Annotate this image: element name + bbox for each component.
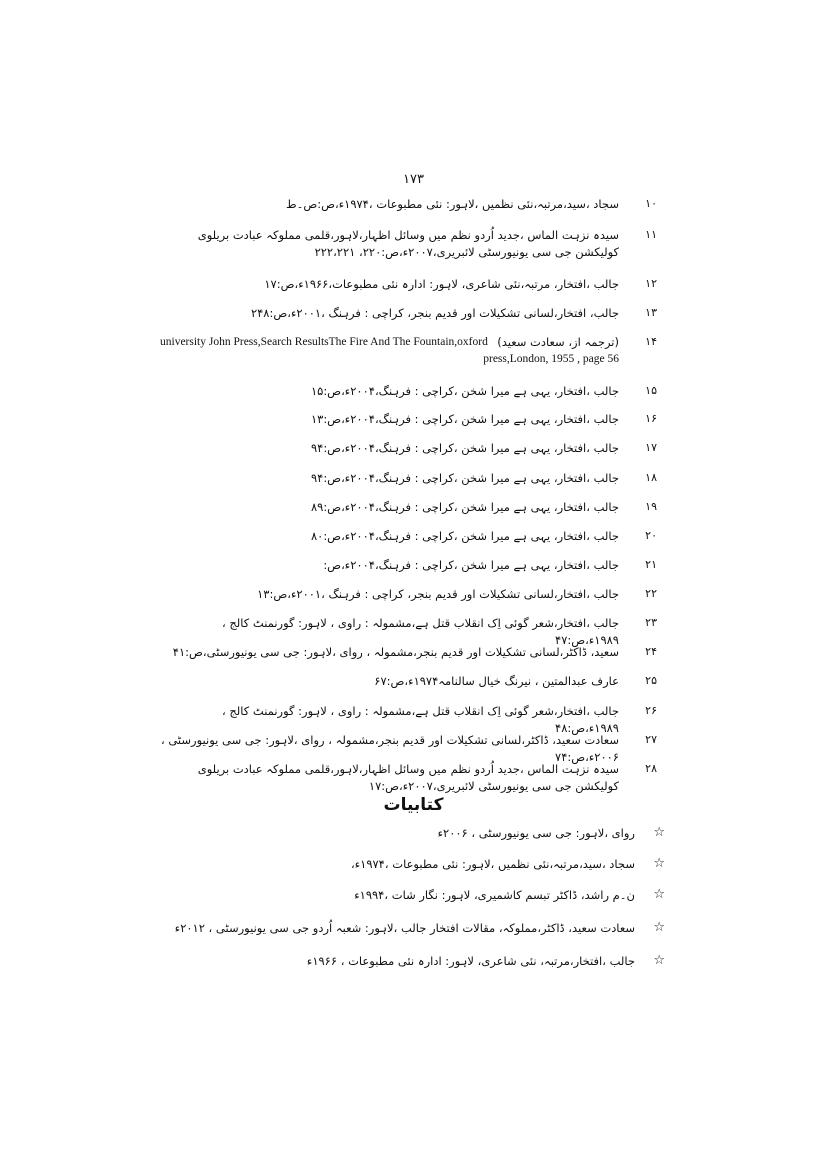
bibliography-item — [160, 887, 665, 903]
reference-number: ۱۳ — [645, 306, 657, 319]
reference-number: ۱۷ — [645, 441, 657, 454]
bibliography-item — [160, 920, 665, 936]
bibliography-item — [160, 825, 665, 841]
bibliography-title: کتابیات — [383, 795, 444, 815]
bibliography-text: ن۔م راشد، ڈاکٹر تبسم کاشمیری، لاہور: نگار شات ،۱۹۹۴ء — [354, 888, 635, 902]
reference-text: جالب ،افتخار،شعر گوئی اِک انقلاب قتل ہے،مشمولہ : راوی ، لاہور: گورنمنٹ کالج ، ۱۹۸۹ء،ص:۴۷ — [222, 616, 619, 647]
star-outline-icon: ☆ — [653, 920, 665, 935]
reference-number: ۲۶ — [645, 704, 657, 717]
bibliography-item — [160, 856, 665, 872]
reference-text: جالب ،افتخار،شعر گوئی اِک انقلاب قتل ہے،مشمولہ : راوی ، لاہور: گورنمنٹ کالج ، ۱۹۸۹ء،ص:۴۸ — [222, 704, 619, 735]
star-outline-icon: ☆ — [653, 953, 665, 968]
reference-item — [160, 196, 657, 213]
reference-item — [160, 305, 657, 322]
reference-number: ۲۱ — [645, 558, 657, 571]
reference-text: جالب ،افتخار، یہی ہے میرا شخن ،کراچی : فرہنگ،۲۰۰۴ء،ص: — [323, 558, 619, 572]
reference-number: ۱۶ — [645, 412, 657, 425]
reference-number: ۱۲ — [645, 277, 657, 290]
reference-text: جالب ،افتخار، مرتبہ،نئی شاعری، لاہور: ادارہ نئی مطبوعات،۱۹۶۶ء،ص:۱۷ — [264, 277, 619, 291]
reference-number: ۲۸ — [645, 762, 657, 775]
reference-number: ۲۵ — [645, 674, 657, 687]
reference-text: جالب ،افتخار،لسانی تشکیلات اور قدیم بنجر، کراچی : فرہنگ ،۲۰۰۱ء،ص:۱۳ — [257, 587, 619, 601]
reference-text: جالب، افتخار،لسانی تشکیلات اور قدیم بنجر، کراچی : فرہنگ ،۲۰۰۱ء،ص:۲۴۸ — [250, 306, 619, 320]
reference-item — [160, 673, 657, 690]
reference-text: عارف عبدالمتین ، نیرنگ خیال سالنامہ۱۹۷۴ء،ص:۶۷ — [374, 674, 619, 688]
reference-item — [160, 586, 657, 603]
reference-item — [160, 334, 657, 368]
reference-number: ۱۹ — [645, 500, 657, 513]
reference-text: سیدہ نزہت الماس ،جدید اُردو نظم میں وسائل اظہار،لاہور،قلمی مملوکہ عبادت بریلوی کولیکشن جی سی یونیورسٹی لائبریری،۲۰۰۷ء،ص:۲۲۰، ۲۲۲،۲۲۱ — [197, 228, 619, 259]
reference-translator: (ترجمہ از، سعادت سعید) — [497, 335, 619, 349]
reference-number: ۱۱ — [645, 228, 657, 241]
reference-item — [160, 440, 657, 457]
reference-number: ۱۸ — [645, 471, 657, 484]
reference-text: جالب ،افتخار، یہی ہے میرا شخن ،کراچی : فرہنگ،۲۰۰۴ء،ص:۱۳ — [310, 412, 619, 426]
bibliography-text: سجاد ،سید،مرتبہ،نئی نظمیں ،لاہور: نئی مطبوعات ،۱۹۷۴ء، — [351, 857, 635, 871]
bibliography-item — [160, 953, 665, 969]
reference-item — [160, 470, 657, 487]
page-number: ۱۷۳ — [403, 172, 424, 187]
reference-text: جالب ،افتخار، یہی ہے میرا شخن ،کراچی : فرہنگ،۲۰۰۴ء،ص:۸۰ — [310, 529, 619, 543]
reference-text: سجاد ،سید،مرتبہ،نئی نظمیں ،لاہور: نئی مطبوعات ،۱۹۷۴ء،ص:ص۔ط — [285, 197, 619, 211]
reference-text — [160, 334, 619, 368]
reference-item — [160, 411, 657, 428]
reference-text: جالب ،افتخار، یہی ہے میرا شخن ،کراچی : فرہنگ،۲۰۰۴ء،ص:۹۴ — [310, 441, 619, 455]
reference-english-line-2: press,London, 1955 , page 56 — [483, 353, 619, 365]
reference-number: ۲۴ — [645, 645, 657, 658]
star-outline-icon: ☆ — [653, 856, 665, 871]
bibliography-text: جالب ،افتخار،مرتبہ، نئی شاعری، لاہور: ادارہ نئی مطبوعات ، ۱۹۶۶ء — [306, 954, 635, 968]
reference-number: ۲۰ — [645, 529, 657, 542]
reference-item — [160, 383, 657, 400]
reference-item — [160, 644, 657, 661]
reference-item — [160, 557, 657, 574]
reference-number: ۱۴ — [645, 335, 657, 348]
reference-item — [160, 528, 657, 545]
reference-text: سعید، ڈاکٹر،لسانی تشکیلات اور قدیم بنجر،مشمولہ ، روای ،لاہور: جی سی یونیورسٹی،ص:۴۱ — [172, 645, 619, 659]
reference-text: سیدہ نزہت الماس ،جدید اُردو نظم میں وسائل اظہار،لاہور،قلمی مملوکہ عبادت بریلوی کولیکشن جی سی یونیورسٹی لائبریری،۲۰۰۷ء،ص:۱۷ — [197, 762, 619, 793]
reference-english-line-1: university John Press,Search ResultsThe Fire And The Fountain,oxford — [160, 336, 488, 348]
reference-number: ۲۲ — [645, 587, 657, 600]
reference-text: سعادت سعید، ڈاکٹر،لسانی تشکیلات اور قدیم بنجر،مشمولہ ، روای ،لاہور: جی سی یونیورسٹی ، ۲۰۰۶ء،ص:۷۴ — [160, 733, 619, 764]
reference-text: جالب ،افتخار، یہی ہے میرا شخن ،کراچی : فرہنگ،۲۰۰۴ء،ص:۱۵ — [310, 384, 619, 398]
bibliography-text: سعادت سعید، ڈاکٹر،مملوکہ، مقالات افتخار جالب ،لاہور: شعبہ اُردو جی سی یونیورسٹی ، ۲۰۱۲ء — [174, 921, 635, 935]
reference-number: ۱۵ — [645, 384, 657, 397]
reference-text: جالب ،افتخار، یہی ہے میرا شخن ،کراچی : فرہنگ،۲۰۰۴ء،ص:۸۹ — [310, 500, 619, 514]
reference-item — [160, 499, 657, 516]
bibliography-text: روای ،لاہور: جی سی یونیورسٹی ، ۲۰۰۶ء — [437, 826, 635, 840]
star-outline-icon: ☆ — [653, 887, 665, 902]
reference-number: ۲۳ — [645, 616, 657, 629]
star-outline-icon: ☆ — [653, 825, 665, 840]
reference-text: جالب ،افتخار، یہی ہے میرا شخن ،کراچی : فرہنگ،۲۰۰۴ء،ص:۹۴ — [310, 471, 619, 485]
reference-item — [160, 761, 657, 795]
reference-item — [160, 227, 657, 261]
reference-item — [160, 276, 657, 293]
reference-number: ۲۷ — [645, 733, 657, 746]
reference-number: ۱۰ — [645, 197, 657, 210]
